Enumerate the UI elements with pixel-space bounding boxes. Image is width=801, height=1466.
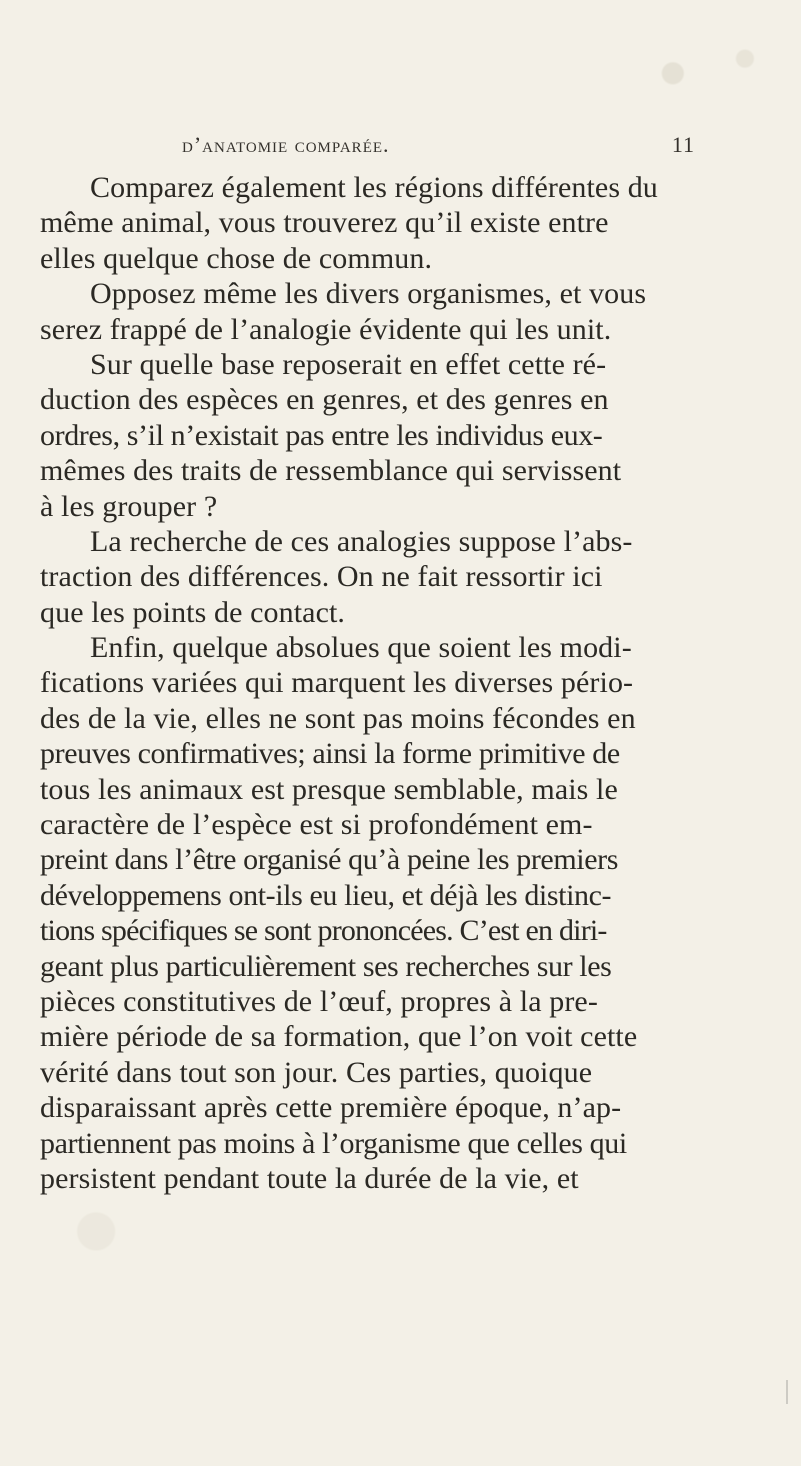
text-line: pièces constitutives de l’œuf, propres à la pre- xyxy=(40,984,598,1018)
text-line: que les points de contact. xyxy=(40,595,346,629)
text-line: persistent pendant toute la durée de la vie, et xyxy=(40,1161,579,1195)
text-line: caractère de l’espèce est si profondément em- xyxy=(40,808,593,842)
page-header xyxy=(170,132,695,166)
running-head: d’anatomie comparée. xyxy=(182,132,390,157)
text-line: elles quelque chose de commun. xyxy=(40,241,433,275)
body-text xyxy=(40,170,745,1196)
text-line: mière période de sa formation, que l’on voit cette xyxy=(40,1020,638,1054)
text-line: preint dans l’être organisé qu’à peine les premiers xyxy=(40,843,618,877)
text-line: développemens ont-ils eu lieu, et déjà les distinc- xyxy=(40,878,612,912)
text-line: La recherche de ces analogies suppose l’abs- xyxy=(90,524,633,558)
text-line: geant plus particulièrement ses recherches sur les xyxy=(40,949,612,983)
text-line: des de la vie, elles ne sont pas moins fécondes en xyxy=(40,701,636,735)
text-line: Opposez même les divers organismes, et vous xyxy=(90,277,647,311)
text-line: traction des différences. On ne fait ressortir ici xyxy=(40,560,603,594)
text-line: duction des espèces en genres, et des genres en xyxy=(40,383,609,417)
text-line: Comparez également les régions différentes du xyxy=(90,171,658,204)
text-line: même animal, vous trouverez qu’il existe entre xyxy=(40,206,609,240)
text-line: ordres, s’il n’existait pas entre les individus eux- xyxy=(40,418,603,452)
text-line: vérité dans tout son jour. Ces parties, quoique xyxy=(40,1055,593,1089)
text-line: tions spécifiques se sont prononcées. C’est en diri- xyxy=(40,914,607,948)
text-line: mêmes des traits de ressemblance qui servissent xyxy=(40,454,622,488)
text-line: Sur quelle base reposerait en effet cette ré- xyxy=(90,347,607,381)
text-line: preuves confirmatives; ainsi la forme primitive de xyxy=(40,737,620,771)
page-edge-mark xyxy=(786,1380,788,1404)
text-line: fications variées qui marquent les diverses pério- xyxy=(40,666,634,700)
text-line: Enfin, quelque absolues que soient les modi- xyxy=(90,631,632,665)
text-line: tous les animaux est presque semblable, mais le xyxy=(40,772,618,806)
text-line: partiennent pas moins à l’organisme que celles qui xyxy=(40,1126,627,1160)
page-number: 11 xyxy=(671,132,695,157)
text-line: disparaissant après cette première époque, n’ap- xyxy=(40,1091,622,1125)
text-line: serez frappé de l’analogie évidente qui les unit. xyxy=(40,312,612,346)
text-line: à les grouper ? xyxy=(40,489,218,523)
